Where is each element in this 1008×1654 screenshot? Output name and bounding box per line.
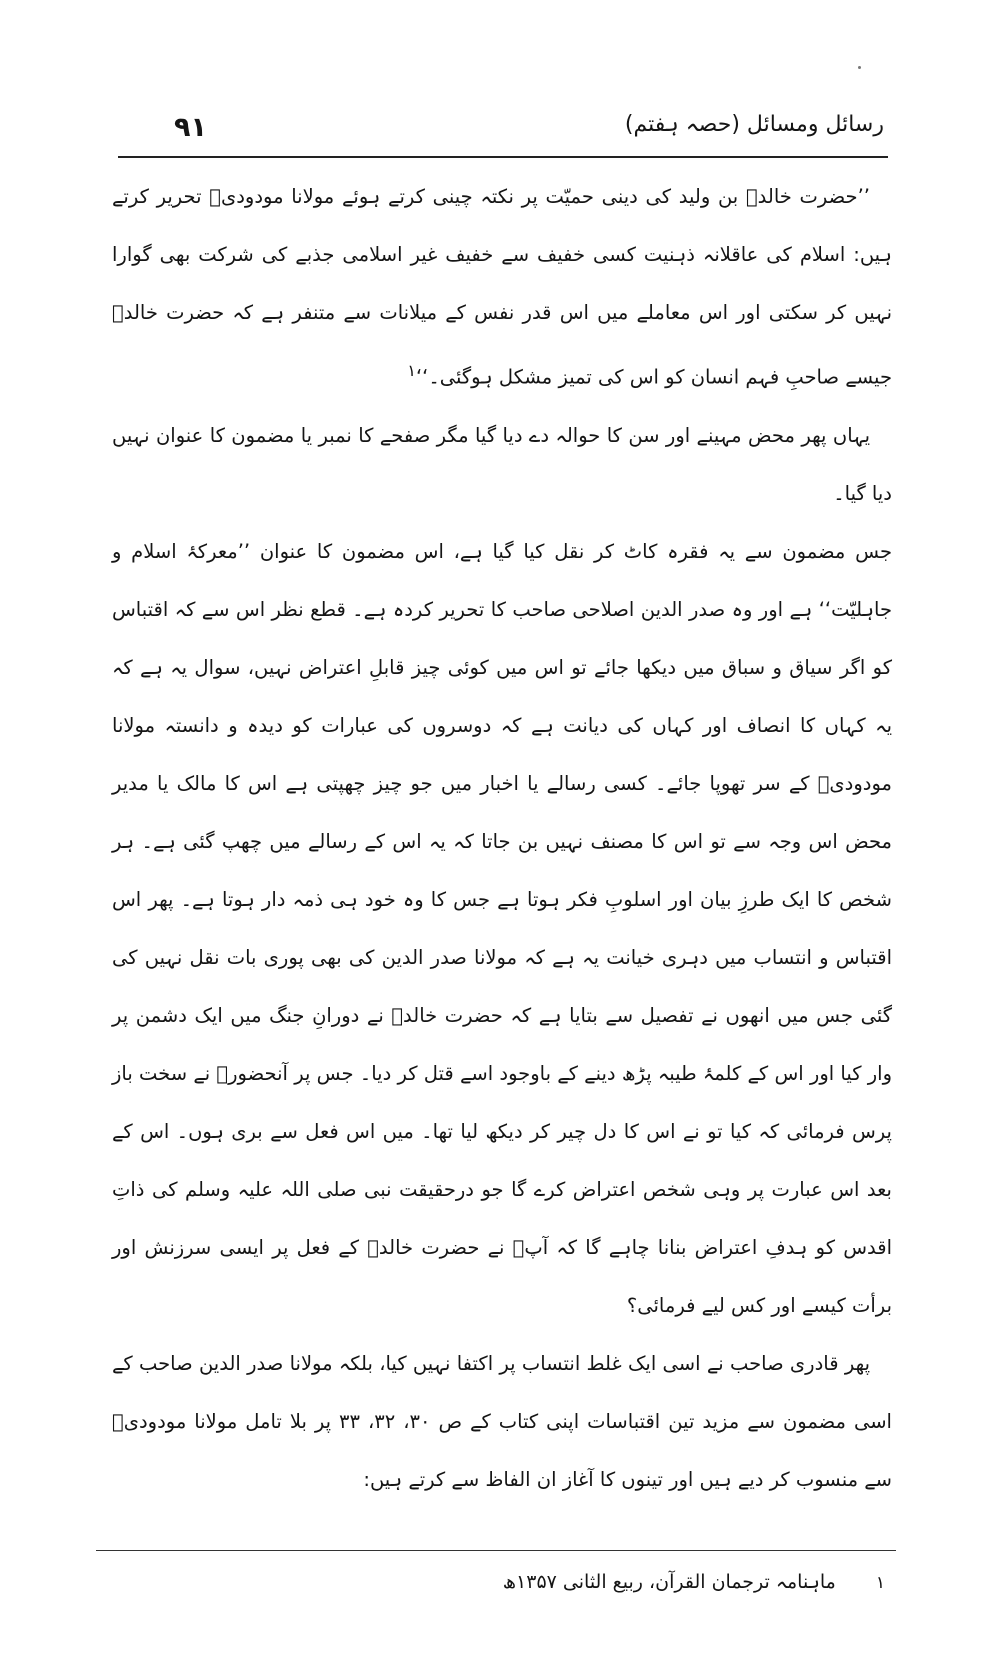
footnote-divider xyxy=(96,1550,896,1551)
body-text xyxy=(112,168,892,1509)
scan-speck xyxy=(858,66,861,69)
footnote-text: ماہنامہ ترجمان القرآن، ربیع الثانی ۱۳۵۷ھ xyxy=(502,1571,836,1593)
running-head-title: رسائل ومسائل (حصہ ہفتم) xyxy=(624,112,884,137)
page-number: ۹۱ xyxy=(174,112,207,143)
footnote xyxy=(300,1568,885,1597)
paragraph: پھر قادری صاحب نے اسی ایک غلط انتساب پر اکتفا نہیں کیا، بلکہ مولانا صدر الدین صاحب کے اسی مضمون سے مزید تین اقتباسات اپنی کتاب کے ص ۳۰، ۳۲، ۳۳ پر بلا تامل مولانا مودودیؒ سے منسوب کر دیے ہیں اور تینوں کا آغاز ان الفاظ سے کرتے ہیں: xyxy=(112,1351,892,1491)
paragraph-text: ’’حضرت خالدؓ بن ولید کی دینی حمیّت پر نکتہ چینی کرتے ہوئے مولانا مودودیؒ تحریر کرتے ہیں: اسلام کی عاقلانہ ذہنیت کسی خفیف سے خفیف غیر اسلامی جذبے کی شرکت بھی گوارا نہیں کر سکتی اور اس معاملے میں اس قدر نفس کے میلانات سے متنفر ہے کہ حضرت خالدؓ جیسے صاحبِ فہم انسان کو اس کی تمیز مشکل ہوگئی۔‘‘ xyxy=(112,185,892,389)
page-header xyxy=(118,112,888,158)
paragraph: جس مضمون سے یہ فقرہ کاٹ کر نقل کیا گیا ہے، اس مضمون کا عنوان ’’معرکۂ اسلام و جاہلیّت‘‘ ہے اور وہ صدر الدین اصلاحی صاحب کا تحریر کردہ ہے۔ قطع نظر اس سے کہ اقتباس کو اگر سیاق و سباق میں دیکھا جائے تو اس میں کوئی چیز قابلِ اعتراض نہیں، سوال یہ ہے کہ یہ کہاں کا انصاف اور کہاں کی دیانت ہے کہ دوسروں کی عبارات کو دیدہ و دانستہ مولانا مودودیؒ کے سر تھوپا جائے۔ کسی رسالے یا اخبار میں جو چیز چھپتی ہے اس کا مالک یا مدیر محض اس وجہ سے تو اس کا مصنف نہیں بن جاتا کہ یہ اس کے رسالے میں چھپ گئی ہے۔ ہر شخص کا ایک طرزِ بیان اور اسلوبِ فکر ہوتا ہے جس کا وہ خود ہی ذمہ دار ہوتا ہے۔ پھر اس اقتباس و انتساب میں دہری خیانت یہ ہے کہ مولانا صدر الدین کی بھی پوری بات نقل نہیں کی گئی جس میں انھوں نے تفصیل سے بتایا ہے کہ حضرت خالدؓ نے دورانِ جنگ میں ایک دشمن پر وار کیا اور اس کے کلمۂ طیبہ پڑھ دینے کے باوجود اسے قتل کر دیا۔ جس پر آنحضورؐ نے سخت باز پرس فرمائی کہ کیا تو نے اس کا دل چیر کر دیکھ لیا تھا۔ میں اس فعل سے بری ہوں۔ اس کے بعد اس عبارت پر وہی شخص اعتراض کرے گا جو درحقیقت نبی صلی اللہ علیہ وسلم کی ذاتِ اقدس کو ہدفِ اعتراض بنانا چاہے گا کہ آپؐ نے حضرت خالدؓ کے فعل پر ایسی سرزنش اور برأت کیسے اور کس لیے فرمائی؟ xyxy=(112,539,892,1317)
quote-paragraph xyxy=(112,168,892,407)
footnote-reference: ۱ xyxy=(407,361,416,380)
footnote-marker: ۱ xyxy=(875,1573,885,1593)
paragraph: یہاں پھر محض مہینے اور سن کا حوالہ دے دیا گیا مگر صفحے کا نمبر یا مضمون کا عنوان نہیں دیا گیا۔ xyxy=(112,423,892,505)
